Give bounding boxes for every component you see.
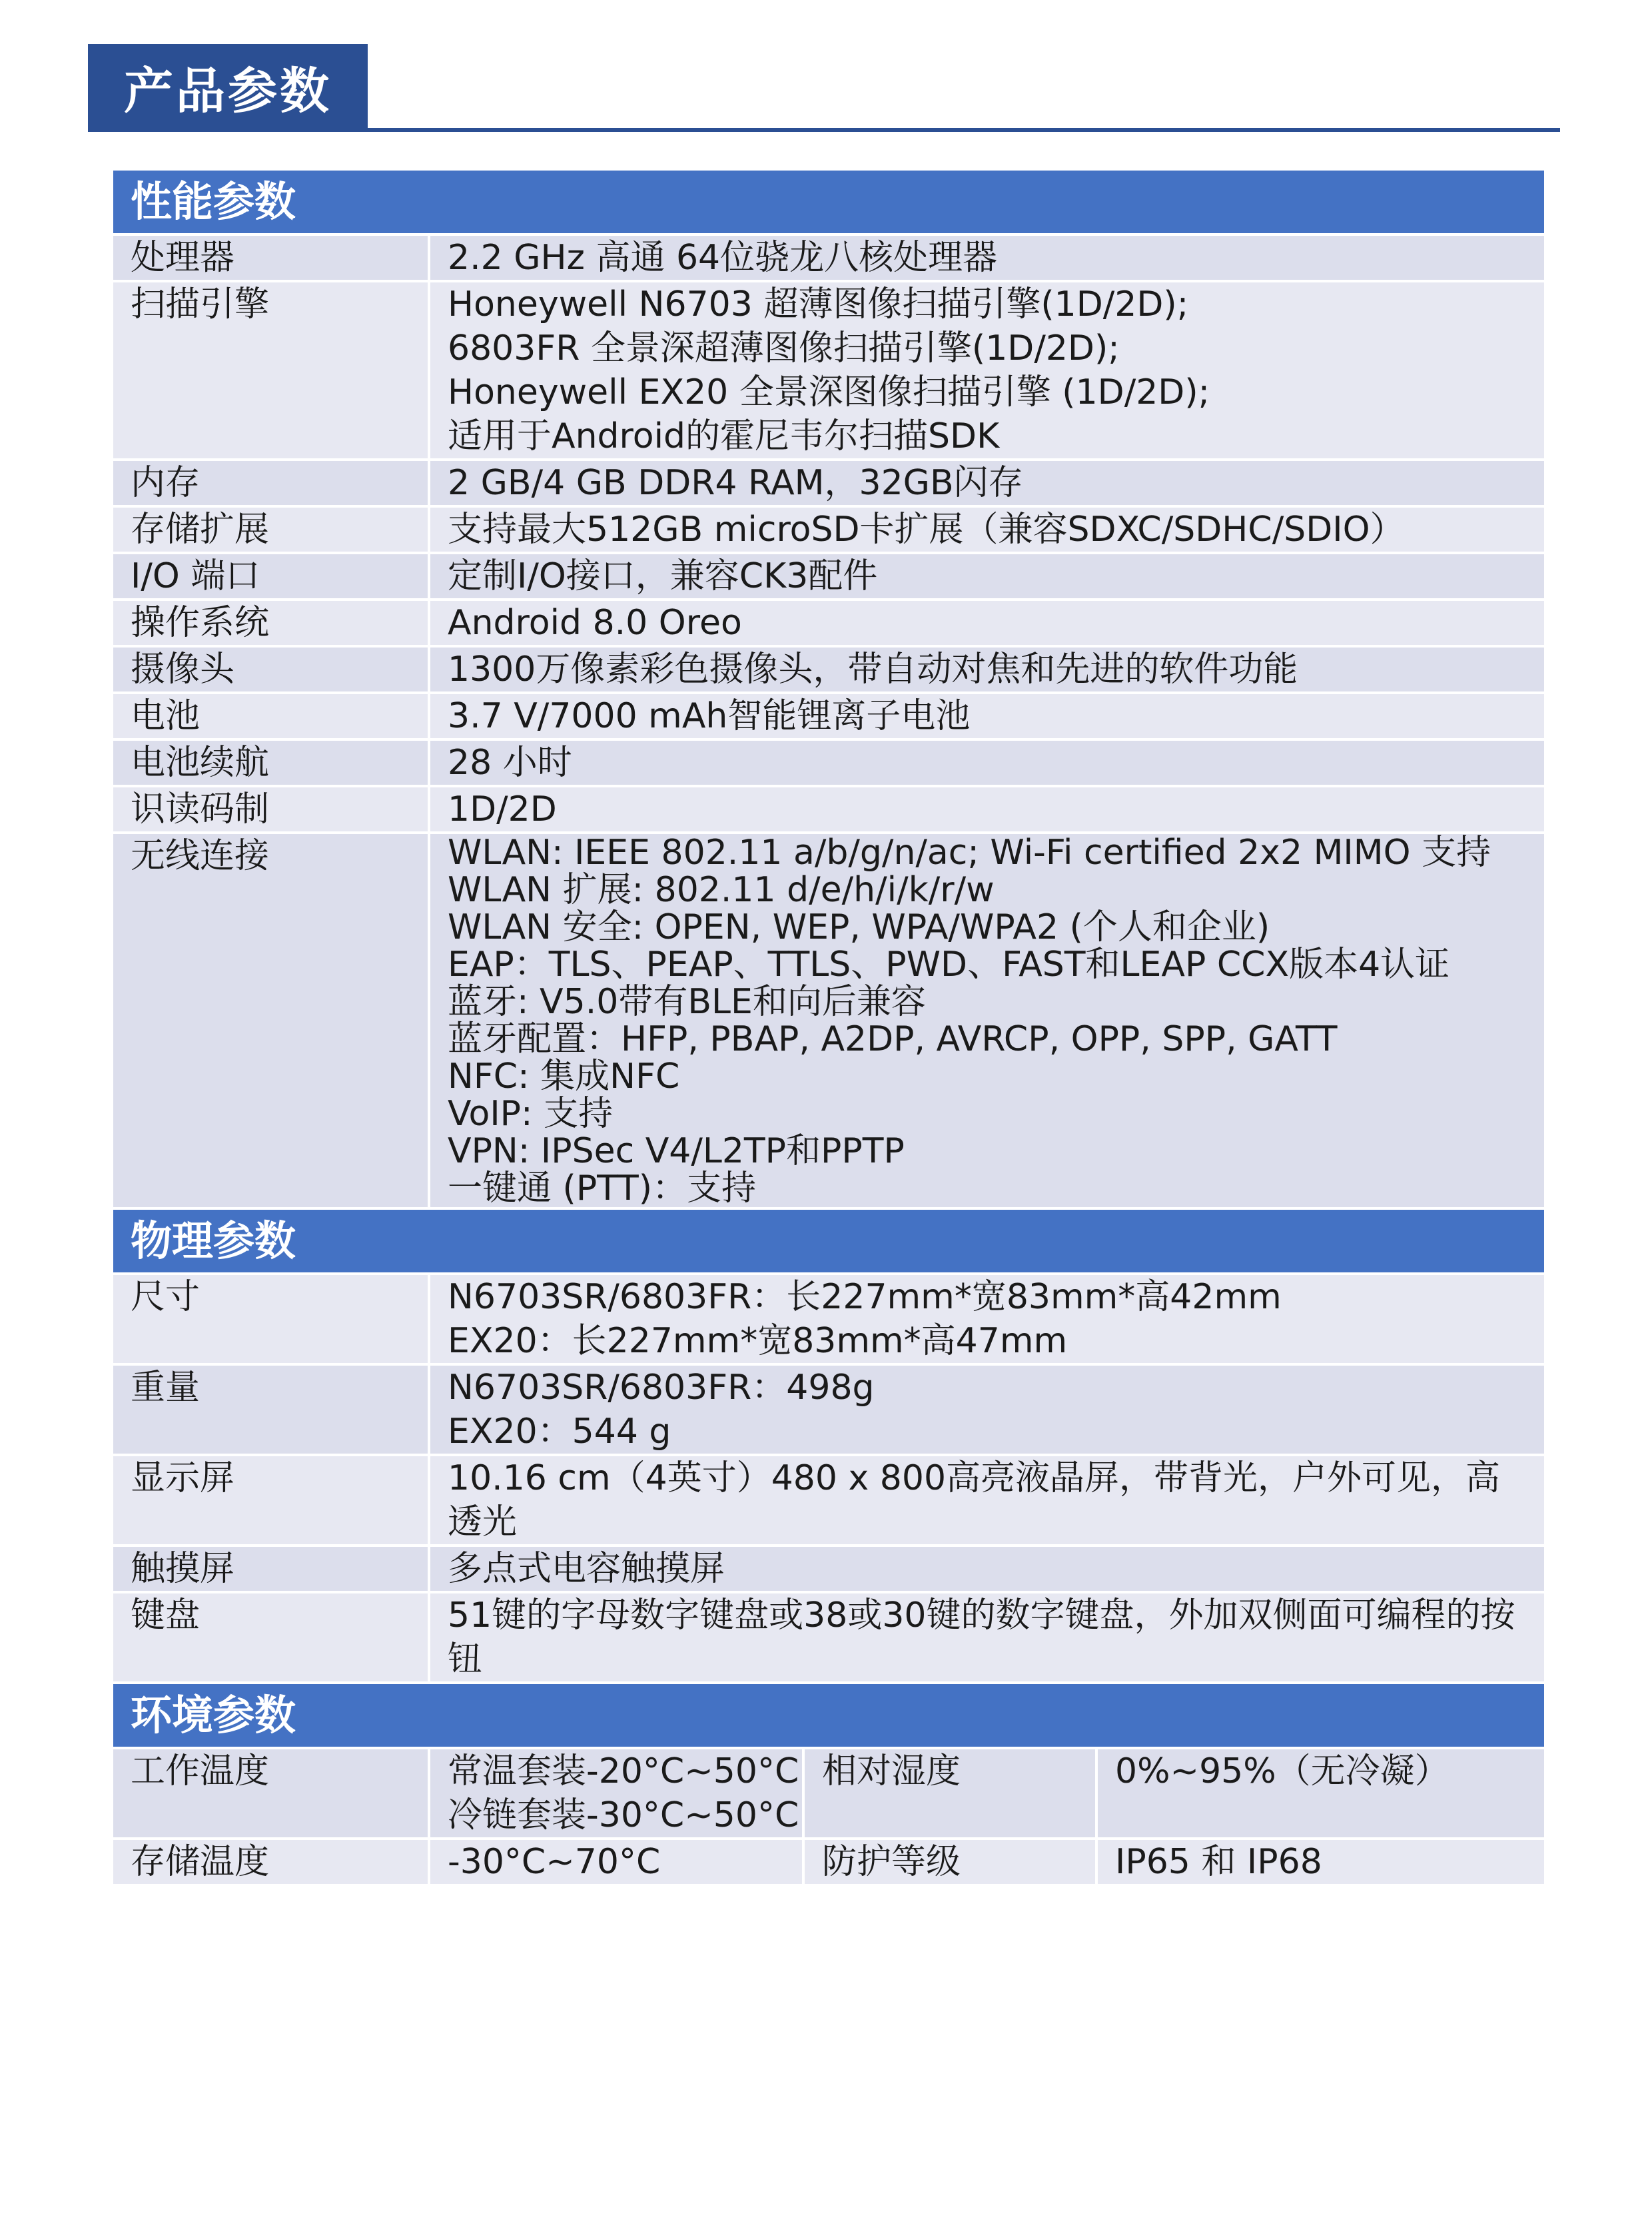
spec-row — [112, 234, 1545, 281]
spec-row — [112, 786, 1545, 833]
section-title: 性能参数 — [112, 169, 1545, 234]
spec-label: 工作温度 — [112, 1748, 429, 1839]
spec-value: Android 8.0 Oreo — [429, 600, 1545, 646]
section-header-physical — [112, 1208, 1545, 1274]
spec-row — [112, 281, 1545, 460]
spec-label: 内存 — [112, 460, 429, 506]
spec-row — [112, 553, 1545, 600]
spec-label: 处理器 — [112, 234, 429, 281]
spec-label: 防护等级 — [803, 1839, 1096, 1885]
spec-value: 1300万像素彩色摄像头，带自动对焦和先进的软件功能 — [429, 646, 1545, 693]
spec-row — [112, 693, 1545, 739]
spec-value: WLAN: IEEE 802.11 a/b/g/n/ac; Wi-Fi certified 2x2 MIMO 支持 WLAN 扩展: 802.11 d/e/h/i/k/r/w WLAN 安全: OPEN, WEP, WPA/WPA2 (个人和企业) EAP：TLS、PEAP、TTLS、PWD、FAST和LEAP CCX版本4认证 蓝牙: V5.0带有BLE和向后兼容 蓝牙配置：HFP, PBAP, A2DP, AVRCP, OPP, SPP, GATT NFC: 集成NFC VoIP: 支持 VPN: IPSec V4/L2TP和PPTP 一键通 (PTT)：支持 — [429, 833, 1545, 1208]
spec-row — [112, 833, 1545, 1208]
section-header-environment — [112, 1683, 1545, 1748]
spec-value: -30°C~70°C — [429, 1839, 803, 1885]
spec-row — [112, 1274, 1545, 1364]
title-underline — [88, 128, 1560, 132]
spec-row — [112, 739, 1545, 786]
section-header-performance — [112, 169, 1545, 234]
spec-value: IP65 和 IP68 — [1096, 1839, 1545, 1885]
spec-value: N6703SR/6803FR：长227mm*宽83mm*高42mm EX20：长227mm*宽83mm*高47mm — [429, 1274, 1545, 1364]
section-title: 环境参数 — [112, 1683, 1545, 1748]
spec-label: 触摸屏 — [112, 1546, 429, 1592]
spec-label: 键盘 — [112, 1592, 429, 1683]
spec-label: 重量 — [112, 1364, 429, 1455]
spec-label: 无线连接 — [112, 833, 429, 1208]
spec-label: I/O 端口 — [112, 553, 429, 600]
spec-value: 定制I/O接口，兼容CK3配件 — [429, 553, 1545, 600]
spec-table — [111, 168, 1547, 1887]
spec-value: 常温套装-20°C~50°C 冷链套装-30°C~50°C — [429, 1748, 803, 1839]
spec-label: 操作系统 — [112, 600, 429, 646]
spec-label: 存储温度 — [112, 1839, 429, 1885]
spec-value: 2 GB/4 GB DDR4 RAM，32GB闪存 — [429, 460, 1545, 506]
spec-row — [112, 1839, 1545, 1885]
page-title: 产品参数 — [88, 44, 368, 131]
spec-value: Honeywell N6703 超薄图像扫描引擎(1D/2D); 6803FR 全景深超薄图像扫描引擎(1D/2D); Honeywell EX20 全景深图像扫描引擎 (1D/2D); 适用于Android的霍尼韦尔扫描SDK — [429, 281, 1545, 460]
spec-row — [112, 1364, 1545, 1455]
spec-row — [112, 506, 1545, 553]
spec-value: N6703SR/6803FR：498g EX20：544 g — [429, 1364, 1545, 1455]
spec-label: 存储扩展 — [112, 506, 429, 553]
spec-row — [112, 1748, 1545, 1839]
spec-value: 51键的字母数字键盘或38或30键的数字键盘，外加双侧面可编程的按钮 — [429, 1592, 1545, 1683]
spec-label: 尺寸 — [112, 1274, 429, 1364]
spec-row — [112, 1592, 1545, 1683]
spec-row — [112, 1455, 1545, 1546]
spec-value: 支持最大512GB microSD卡扩展（兼容SDXC/SDHC/SDIO） — [429, 506, 1545, 553]
spec-value: 多点式电容触摸屏 — [429, 1546, 1545, 1592]
spec-row — [112, 1546, 1545, 1592]
spec-row — [112, 600, 1545, 646]
spec-label: 电池 — [112, 693, 429, 739]
spec-label: 电池续航 — [112, 739, 429, 786]
spec-value: 10.16 cm（4英寸）480 x 800高亮液晶屏，带背光，户外可见，高透光 — [429, 1455, 1545, 1546]
spec-label: 相对湿度 — [803, 1748, 1096, 1839]
spec-value: 1D/2D — [429, 786, 1545, 833]
spec-value: 2.2 GHz 高通 64位骁龙八核处理器 — [429, 234, 1545, 281]
spec-row — [112, 460, 1545, 506]
spec-label: 识读码制 — [112, 786, 429, 833]
spec-label: 显示屏 — [112, 1455, 429, 1546]
spec-value: 28 小时 — [429, 739, 1545, 786]
spec-label: 扫描引擎 — [112, 281, 429, 460]
spec-row — [112, 646, 1545, 693]
section-title: 物理参数 — [112, 1208, 1545, 1274]
spec-value: 3.7 V/7000 mAh智能锂离子电池 — [429, 693, 1545, 739]
spec-value: 0%~95%（无冷凝） — [1096, 1748, 1545, 1839]
spec-label: 摄像头 — [112, 646, 429, 693]
